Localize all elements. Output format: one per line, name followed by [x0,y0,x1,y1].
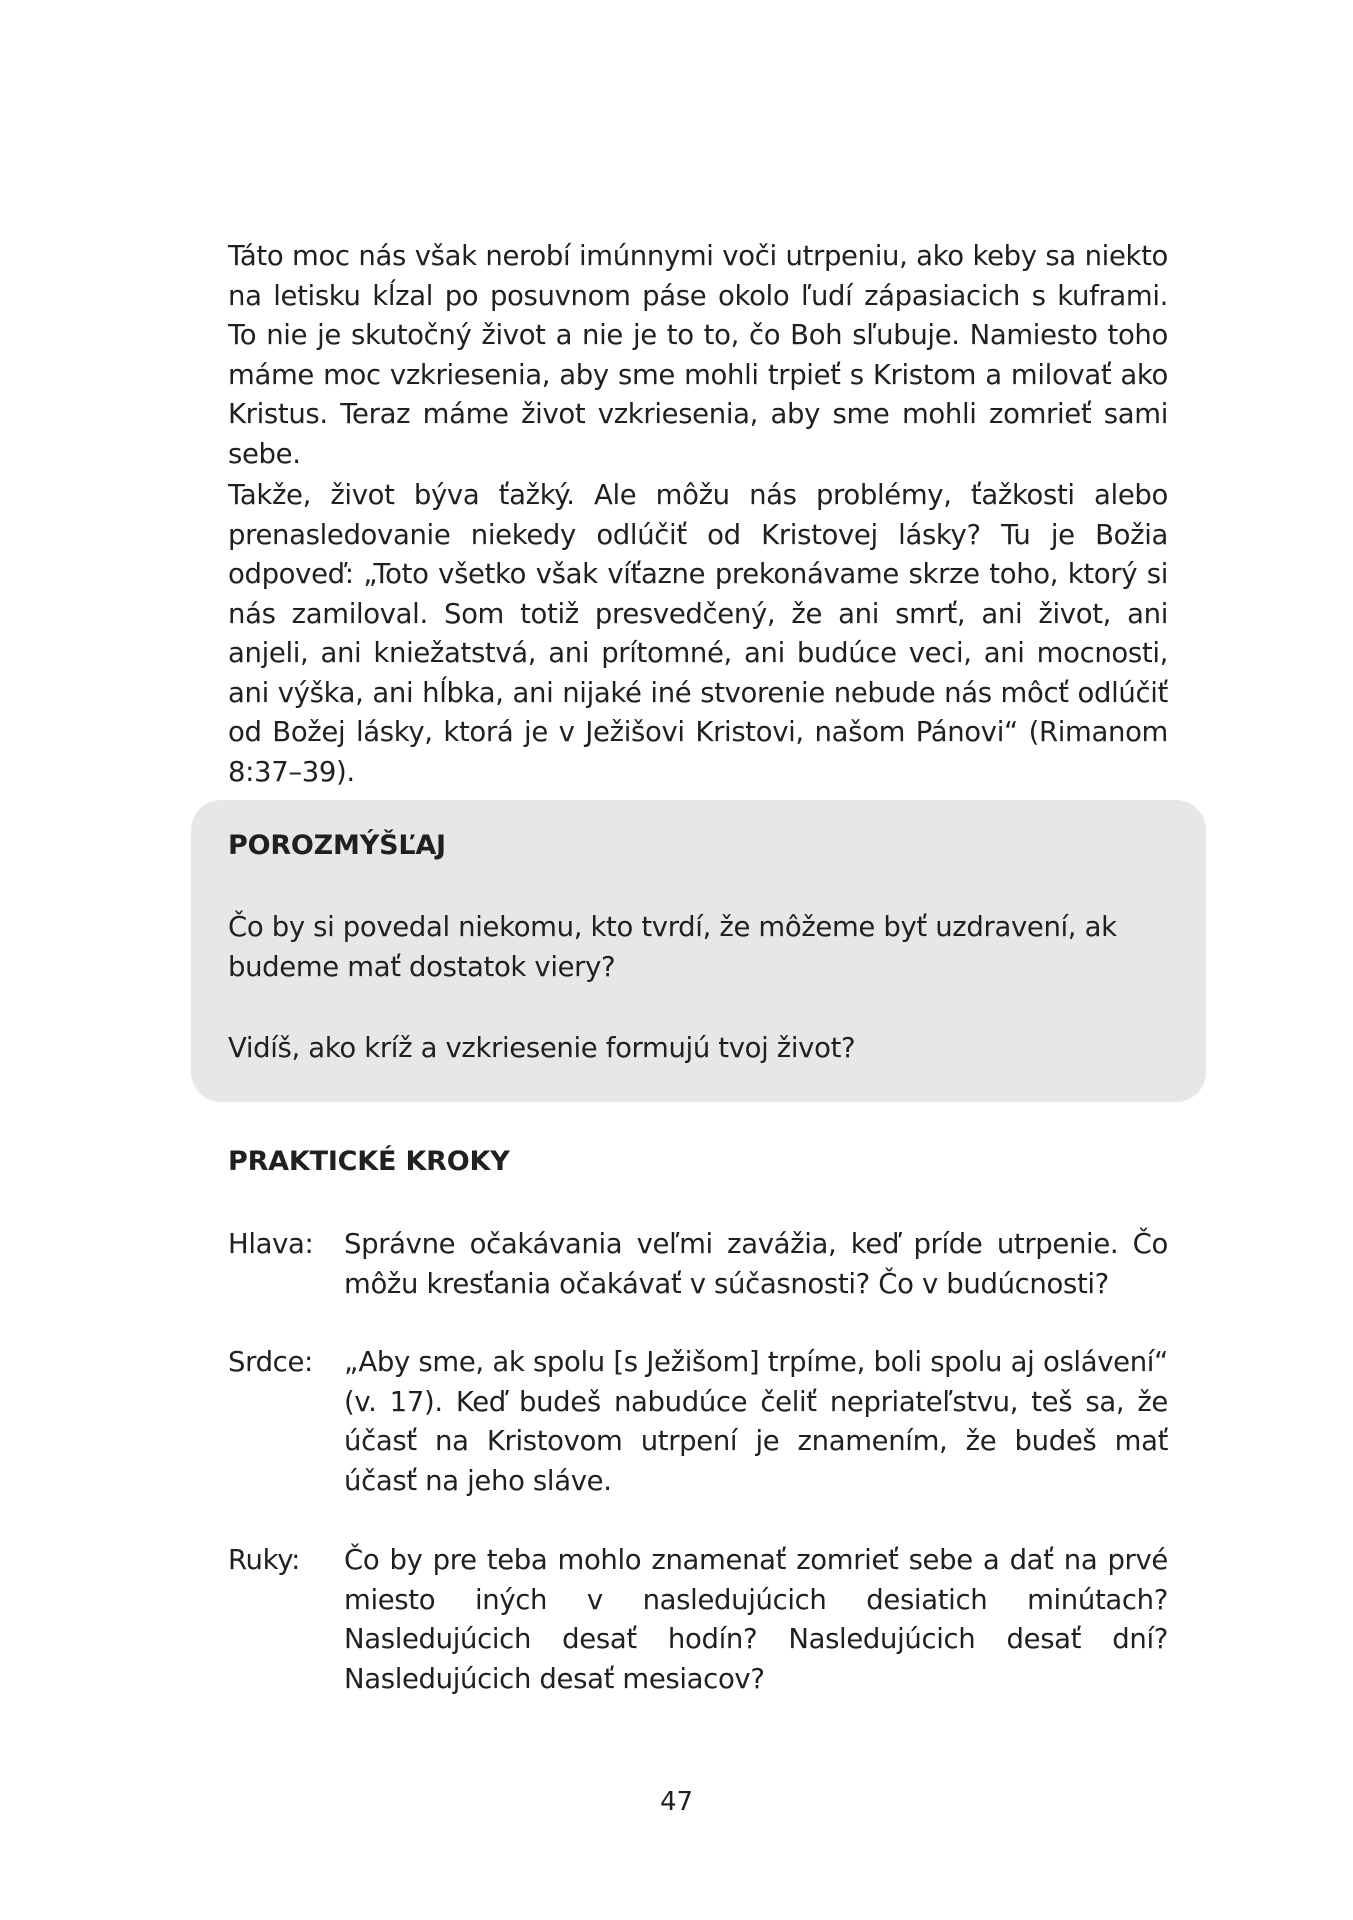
body-paragraph-1: Táto moc nás však nerobí imúnnymi voči utrpeniu, ako keby sa niekto na letisku kĺzal po posuvnom páse okolo ľudí zápasiacich s kuframi. To nie je skutočný život a nie je to to, čo Boh sľubuje. Namiesto toho máme moc vzkriesenia, aby sme mohli trpieť s Kristom a milovať ako Kristus. Teraz máme život vzkriesenia, aby sme mohli zomrieť sami sebe. [228,240,1168,470]
reflect-question-2: Vidíš, ako kríž a vzkriesenie formujú tvoj život? [228,1032,856,1064]
page-number: 47 [659,1787,694,1817]
practical-steps-heading: PRAKTICKÉ KROKY [228,1146,510,1177]
body-paragraph-2: Takže, život býva ťažký. Ale môžu nás problémy, ťažkosti alebo prenasledovanie niekedy odlúčiť od Kristovej lásky? Tu je Božia odpoveď: „Toto všetko však víťazne prekonávame skrze toho, ktorý si nás zamiloval. Som totiž presvedčený, že ani smrť, ani život, ani anjeli, ani kniežatstvá, ani prítomné, ani budúce veci, ani mocnosti, ani výška, ani hĺbka, ani nijaké iné stvorenie nebude nás môcť odlúčiť od Božej lásky, ktorá je v Ježišovi Kristovi, našom Pánovi“ (Rimanom 8:37–39). [228,479,1168,788]
step-label-heart: Srdce: [228,1346,313,1378]
step-text-hands: Čo by pre teba mohlo znamenať zomrieť sebe a dať na prvé miesto iných v nasledujúcich desiatich minútach? Nasledujúcich desať hodín? Nasledujúcich desať dní? Nasledujúcich desať mesiacov? [344,1544,1168,1695]
step-label-head: Hlava: [228,1228,314,1260]
step-text-heart: „Aby sme, ak spolu [s Ježišom] trpíme, boli spolu aj oslávení“ (v. 17). Keď budeš nabudúce čeliť nepriateľstvu, teš sa, že účasť na Kristovom utrpení je znamením, že budeš mať účasť na jeho sláve. [344,1346,1168,1497]
reflect-question-1: Čo by si povedal niekomu, kto tvrdí, že môžeme byť uzdravení, ak budeme mať dostatok viery? [228,911,1117,983]
reflect-heading: POROZMÝŠĽAJ [228,830,446,861]
step-label-hands: Ruky: [228,1544,301,1576]
step-text-head: Správne očakávania veľmi zavážia, keď príde utrpenie. Čo môžu kresťania očakávať v súčasnosti? Čo v budúcnosti? [344,1228,1168,1300]
